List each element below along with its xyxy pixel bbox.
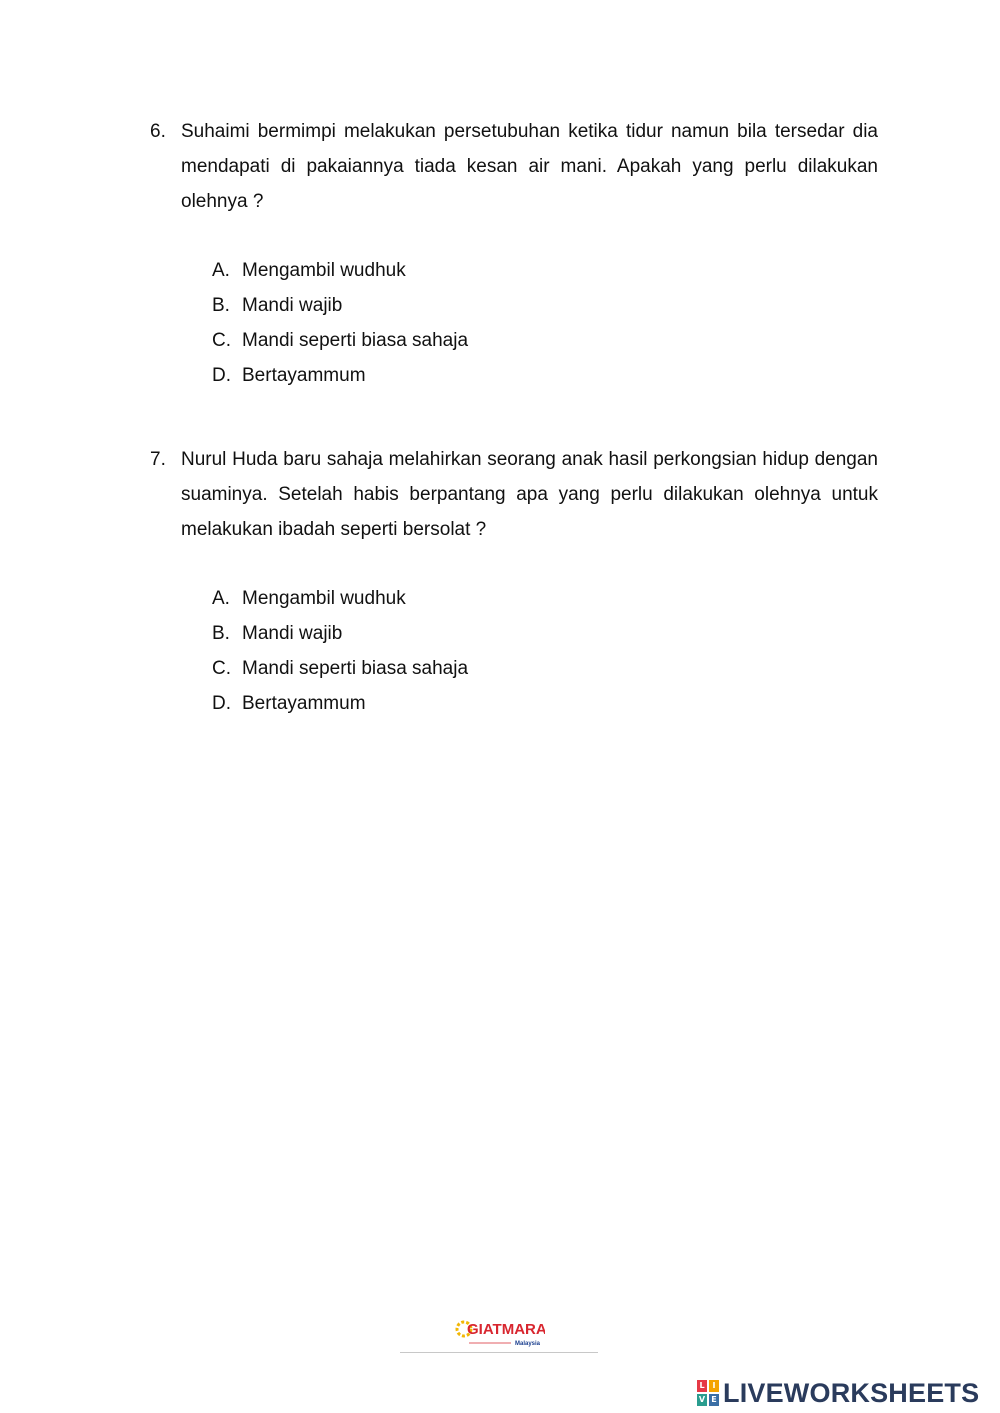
lw-cell: V xyxy=(698,1395,706,1404)
option-a[interactable] xyxy=(212,253,878,288)
option-c[interactable] xyxy=(212,651,878,686)
option-text: Mandi seperti biasa sahaja xyxy=(242,330,469,351)
question-text: Suhaimi bermimpi melakukan persetubuhan ketika tidur namun bila tersedar dia mendapati di pakaiannya tiada kesan air mani. Apakah yang perlu dilakukan olehnya ? xyxy=(181,121,878,212)
giatmara-logo xyxy=(455,1313,545,1351)
liveworksheets-brand: LIVEWORKSHEETS xyxy=(723,1377,980,1408)
option-text: Mandi seperti biasa sahaja xyxy=(242,658,469,679)
option-a[interactable] xyxy=(212,581,878,616)
option-text: Mengambil wudhuk xyxy=(242,260,406,281)
options-list xyxy=(212,253,878,393)
option-c[interactable] xyxy=(212,323,878,358)
liveworksheets-watermark xyxy=(697,1378,979,1408)
options-list xyxy=(212,581,878,721)
question-6 xyxy=(150,114,878,393)
question-7 xyxy=(150,442,878,721)
option-letter: B. xyxy=(212,295,230,316)
option-text: Bertayammum xyxy=(242,365,366,386)
option-text: Mandi wajib xyxy=(242,623,343,644)
lw-cell: E xyxy=(709,1394,719,1406)
giatmara-logo-icon xyxy=(455,1313,545,1351)
liveworksheets-logo-icon xyxy=(697,1380,719,1406)
option-b[interactable] xyxy=(212,616,878,651)
logo-subtext: Malaysia xyxy=(515,1341,541,1347)
option-b[interactable] xyxy=(212,288,878,323)
option-text: Mandi wajib xyxy=(242,295,343,316)
option-letter: A. xyxy=(212,260,230,281)
option-letter: C. xyxy=(212,330,231,351)
question-number: 6. xyxy=(150,121,166,142)
option-letter: C. xyxy=(212,658,231,679)
option-letter: D. xyxy=(212,693,231,714)
question-text: Nurul Huda baru sahaja melahirkan seorang anak hasil perkongsian hidup dengan suaminya. Setelah habis berpantang apa yang perlu dilakukan olehnya untuk melakukan ibadah seperti bersolat ? xyxy=(181,449,878,540)
option-d[interactable] xyxy=(212,358,878,393)
option-letter: A. xyxy=(212,588,230,609)
lw-cell: L xyxy=(697,1380,707,1392)
lw-cell: I xyxy=(709,1380,719,1392)
option-d[interactable] xyxy=(212,686,878,721)
option-text: Bertayammum xyxy=(242,693,366,714)
option-letter: D. xyxy=(212,365,231,386)
footer-divider xyxy=(400,1352,598,1353)
option-text: Mengambil wudhuk xyxy=(242,588,406,609)
option-letter: B. xyxy=(212,623,230,644)
logo-wordmark: GIATMARA xyxy=(467,1321,545,1338)
question-number: 7. xyxy=(150,449,166,470)
